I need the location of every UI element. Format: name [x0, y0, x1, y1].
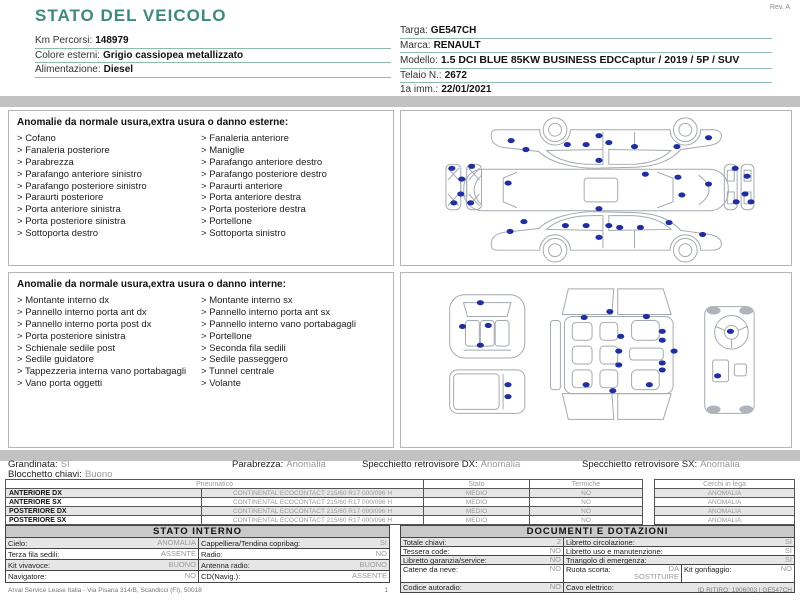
table-cell: Libretto uso e manutenzione: SI [563, 547, 794, 555]
tire-row-stato: MEDIO [424, 516, 530, 525]
table-cell: Cappelliera/Tendina copribag: SI [198, 538, 389, 548]
table-cell: Ruota scorta: DA SOSTITUIRE [563, 565, 681, 582]
damage-dot [714, 373, 721, 378]
table-cell: Kit vivavoce: BUONO [8, 560, 196, 570]
table-cell: CD(Navig.): ASSENTE [198, 571, 389, 582]
page-footer [8, 587, 792, 594]
exterior-car-drawing [401, 111, 791, 265]
anomaly-item: > Pannello interno porta ant dx [17, 307, 201, 319]
anomaly-item: > Paraurti posteriore [17, 192, 201, 204]
cerchi-value: ANOMALIA [655, 507, 795, 516]
tire-row-pneumatico: CONTINENTAL ECOCONTACT 215/60 R17 000/096 H [202, 507, 424, 516]
field-label: Targa: [400, 25, 428, 36]
damage-dot [631, 144, 638, 149]
table-row [401, 547, 794, 556]
field-label: Colore esterni: [35, 49, 101, 61]
table-cell: Totale chiavi: 2 [403, 538, 561, 546]
exterior-anomalies-col1 [17, 133, 201, 240]
damage-dot [583, 382, 590, 387]
exterior-anomalies-list [17, 133, 385, 240]
dashboard-view [705, 307, 754, 414]
anomaly-item: > Vano porta oggetti [17, 378, 201, 390]
anomaly-item: > Fanaleria anteriore [201, 133, 385, 145]
summary-value: Buono [84, 469, 113, 480]
footer-company: Arval Service Lease Italia - Via Pisana 314/B, Scandicci (FI), 50018 [8, 587, 202, 594]
field-modello [400, 53, 772, 69]
field-targa [400, 24, 772, 39]
damage-dot [595, 133, 602, 138]
table-cell: Triangolo di emergenza: SI [563, 556, 794, 564]
tire-row-position: ANTERIORE DX [6, 489, 202, 498]
tailgate-view [450, 370, 525, 414]
stato-interno-table [5, 525, 390, 583]
summary-label: Parabrezza: [232, 459, 284, 470]
field-label: Alimentazione: [35, 64, 101, 75]
damage-dot [595, 206, 602, 211]
summary-specchietto-sx [582, 459, 740, 470]
field-value: GE547CH [430, 25, 477, 36]
field-colore [35, 49, 391, 64]
damage-dot [659, 360, 666, 365]
stato-interno-title: STATO INTERNO [6, 526, 389, 538]
field-value: 148979 [95, 35, 129, 46]
tire-row-position: ANTERIORE SX [6, 498, 202, 507]
exterior-anomalies-col2 [201, 133, 385, 240]
interior-anomalies-list [17, 295, 385, 390]
damage-dot [617, 334, 624, 339]
damage-dot [637, 225, 644, 230]
damage-dot [595, 158, 602, 163]
damage-dot [477, 300, 484, 305]
damage-dot [477, 343, 484, 348]
anomaly-item: > Portellone [201, 216, 385, 228]
cabin-plan-view [551, 289, 674, 420]
summary-value: Anomalia [700, 459, 740, 470]
revision-label: Rev. A [769, 4, 790, 11]
field-value: 22/01/2021 [441, 84, 492, 95]
damage-dot [671, 349, 678, 354]
tire-row-termiche: NO [530, 489, 643, 498]
summary-label: Specchietto retrovisore SX: [582, 459, 698, 470]
cerchi-header: Cerchi in lega [655, 480, 795, 489]
cerchi-value: ANOMALIA [655, 498, 795, 507]
footer-page-number: 1 [384, 587, 388, 594]
summary-specchietto-dx [362, 459, 520, 470]
anomaly-item: > Porta posteriore destra [201, 204, 385, 216]
vehicle-info-left [35, 34, 391, 78]
field-value: Grigio cassiopea metallizzato [103, 49, 244, 61]
tire-row-stato: MEDIO [424, 489, 530, 498]
field-km [35, 34, 391, 49]
damage-dot [609, 388, 616, 393]
damage-dot [699, 232, 706, 237]
damage-dot [581, 315, 588, 320]
summary-label: Grandinata: [8, 459, 58, 470]
anomaly-item: > Porta posteriore sinistra [17, 331, 201, 343]
anomaly-item: > Schienale sedile post [17, 343, 201, 355]
field-value: RENAULT [433, 39, 481, 51]
summary-label: Blocchetto chiavi: [8, 469, 82, 480]
damage-dot [485, 323, 492, 328]
field-label: Marca: [400, 39, 431, 51]
table-row [6, 538, 389, 549]
field-value: 2672 [444, 69, 467, 81]
tire-row-stato: MEDIO [424, 507, 530, 516]
anomaly-item: > Cofano [17, 133, 201, 145]
damage-dot [458, 177, 465, 182]
exterior-anomalies-panel [8, 110, 394, 266]
table-cell: Cielo: ANOMALIA [8, 538, 196, 548]
damage-dot [615, 349, 622, 354]
anomaly-item: > Parafango posteriore destro [201, 169, 385, 181]
damage-dot [642, 172, 649, 177]
interior-anomalies-title: Anomalie da normale usura,extra usura o danno interne: [17, 279, 286, 290]
damage-dot [504, 382, 511, 387]
tire-row-stato: MEDIO [424, 498, 530, 507]
tire-row-pneumatico: CONTINENTAL ECOCONTACT 215/60 R17 000/096 H [202, 498, 424, 507]
anomaly-item: > Parafango posteriore sinistro [17, 181, 201, 193]
anomaly-item: > Parabrezza [17, 157, 201, 169]
table-cell: Tessera code: NO [403, 547, 561, 555]
anomaly-item: > Parafango anteriore destro [201, 157, 385, 169]
tire-row-termiche: NO [530, 498, 643, 507]
table-cell: Radio: NO [198, 549, 389, 559]
damage-dot [522, 147, 529, 152]
damage-dot [505, 180, 512, 185]
tire-row-position: POSTERIORE SX [6, 516, 202, 525]
damage-dot [448, 166, 455, 171]
damage-dot [659, 367, 666, 372]
tire-col-termiche: Termiche [530, 480, 643, 489]
table-row [401, 565, 794, 583]
damage-dot [504, 394, 511, 399]
damage-dot [467, 200, 474, 205]
damage-dot [564, 142, 571, 147]
table-row [6, 560, 389, 571]
damage-dot [508, 138, 515, 143]
damage-dot [616, 225, 623, 230]
alloy-wheels-table [654, 479, 795, 525]
table-row [401, 556, 794, 565]
damage-dot [605, 140, 612, 145]
cerchi-value: ANOMALIA [655, 489, 795, 498]
table-row [401, 538, 794, 547]
damage-dot [468, 164, 475, 169]
damage-dot [659, 329, 666, 334]
damage-dot [646, 382, 653, 387]
anomaly-item: > Tunnel centrale [201, 366, 385, 378]
anomaly-item: > Portellone [201, 331, 385, 343]
tire-table [5, 479, 643, 525]
table-cell: Libretto circolazione: SI [563, 538, 794, 546]
anomaly-item: > Sottoporta sinistro [201, 228, 385, 240]
damage-dot [674, 175, 681, 180]
interior-anomalies-col2 [201, 295, 385, 390]
anomaly-item: > Seconda fila sedili [201, 343, 385, 355]
damage-dot [665, 220, 672, 225]
anomaly-item: > Porta anteriore destra [201, 192, 385, 204]
table-cell: Libretto garanzia/service: NO [403, 556, 561, 564]
tire-row-pneumatico: CONTINENTAL ECOCONTACT 215/60 R17 000/096 H [202, 489, 424, 498]
damage-dot [583, 223, 590, 228]
damage-dot [733, 199, 740, 204]
anomaly-item: > Fanaleria posteriore [17, 145, 201, 157]
anomaly-item: > Pannello interno vano portabagagli [201, 319, 385, 331]
documenti-title: DOCUMENTI E DOTAZIONI [401, 526, 794, 538]
table-row [6, 549, 389, 560]
tire-row-pneumatico: CONTINENTAL ECOCONTACT 215/60 R17 000/096 H [202, 516, 424, 525]
anomaly-item: > Maniglie [201, 145, 385, 157]
damage-dot [673, 144, 680, 149]
summary-value: Anomalia [286, 459, 326, 470]
table-row [6, 571, 389, 582]
interior-anomalies-col1 [17, 295, 201, 390]
anomaly-item: > Porta anteriore sinistra [17, 204, 201, 216]
table-cell: Navigatore: NO [8, 571, 196, 581]
documenti-dotazioni-table [400, 525, 795, 593]
table-cell: Catene da neve: NO [403, 565, 561, 574]
field-label: 1a imm.: [400, 84, 439, 95]
vehicle-info-right [400, 24, 772, 98]
damage-dot [678, 192, 685, 197]
car-top-view [464, 169, 729, 210]
field-value: Diesel [103, 64, 134, 75]
damage-dot [457, 191, 464, 196]
anomaly-item: > Sedile passeggero [201, 354, 385, 366]
cerchi-value: ANOMALIA [655, 516, 795, 525]
field-label: Telaio N.: [400, 69, 442, 81]
field-alimentazione [35, 63, 391, 78]
damage-dot [732, 166, 739, 171]
field-marca [400, 39, 772, 54]
tire-col-pneumatico: Pneumatico [6, 480, 424, 489]
interior-car-drawing [401, 273, 791, 447]
anomaly-item: > Montante interno sx [201, 295, 385, 307]
interior-damage-diagram [400, 272, 792, 448]
anomaly-item: > Parafango anteriore sinistro [17, 169, 201, 181]
field-value: 1.5 DCI BLUE 85KW BUSINESS EDCCaptur / 2019 / 5P / SUV [440, 54, 740, 66]
divider-band [0, 96, 800, 107]
field-label: Modello: [400, 55, 438, 66]
damage-dot [450, 200, 457, 205]
interior-anomalies-panel [8, 272, 394, 448]
damage-dot [605, 223, 612, 228]
damage-dot [583, 142, 590, 147]
damage-dot [705, 181, 712, 186]
damage-dot [507, 229, 514, 234]
tire-row-termiche: NO [530, 507, 643, 516]
anomaly-item: > Montante interno dx [17, 295, 201, 307]
table-cell: Cavo elettrico: [563, 583, 794, 592]
table-cell: Antenna radio: BUONO [198, 560, 389, 570]
field-label: Km Percorsi: [35, 35, 93, 46]
damage-dot [643, 314, 650, 319]
damage-dot [743, 174, 750, 179]
damage-dot [727, 329, 734, 334]
tire-row-position: POSTERIORE DX [6, 507, 202, 516]
exterior-anomalies-title: Anomalie da normale usura,extra usura o danno esterne: [17, 117, 289, 128]
tire-row-termiche: NO [530, 516, 643, 525]
damage-dot [606, 309, 613, 314]
summary-label: Specchietto retrovisore DX: [362, 459, 478, 470]
tire-col-stato: Stato [424, 480, 530, 489]
anomaly-item: > Porta posteriore sinistra [17, 216, 201, 228]
field-telaio [400, 69, 772, 84]
exterior-damage-diagram [400, 110, 792, 266]
damage-dot [459, 324, 466, 329]
table-cell: Terza fila sedili: ASSENTE [8, 549, 196, 559]
footer-id-ritiro: ID RITIRO: 1906003 | GE547CH [697, 587, 792, 594]
anomaly-item: > Sedile guidatore [17, 354, 201, 366]
summary-value: SI [60, 459, 70, 470]
table-cell: Kit gonfiaggio: NO [681, 565, 794, 582]
damage-dot [562, 223, 569, 228]
summary-parabrezza [232, 459, 326, 470]
damage-dot [520, 219, 527, 224]
anomaly-item: > Sottoporta destro [17, 228, 201, 240]
anomaly-item: > Volante [201, 378, 385, 390]
anomaly-item: > Tappezzeria interna vano portabagagli [17, 366, 201, 378]
damage-dot [742, 191, 749, 196]
damage-dot [659, 338, 666, 343]
anomaly-item: > Pannello interno porta post dx [17, 319, 201, 331]
table-cell: Codice autoradio: NO [403, 583, 561, 592]
anomaly-item: > Pannello interno porta ant sx [201, 307, 385, 319]
page-title: STATO DEL VEICOLO [35, 6, 227, 25]
damage-dot [747, 199, 754, 204]
anomaly-item: > Paraurti anteriore [201, 181, 385, 193]
damage-dot [615, 362, 622, 367]
summary-value: Anomalia [480, 459, 521, 470]
damage-dot [705, 135, 712, 140]
damage-dot [595, 235, 602, 240]
